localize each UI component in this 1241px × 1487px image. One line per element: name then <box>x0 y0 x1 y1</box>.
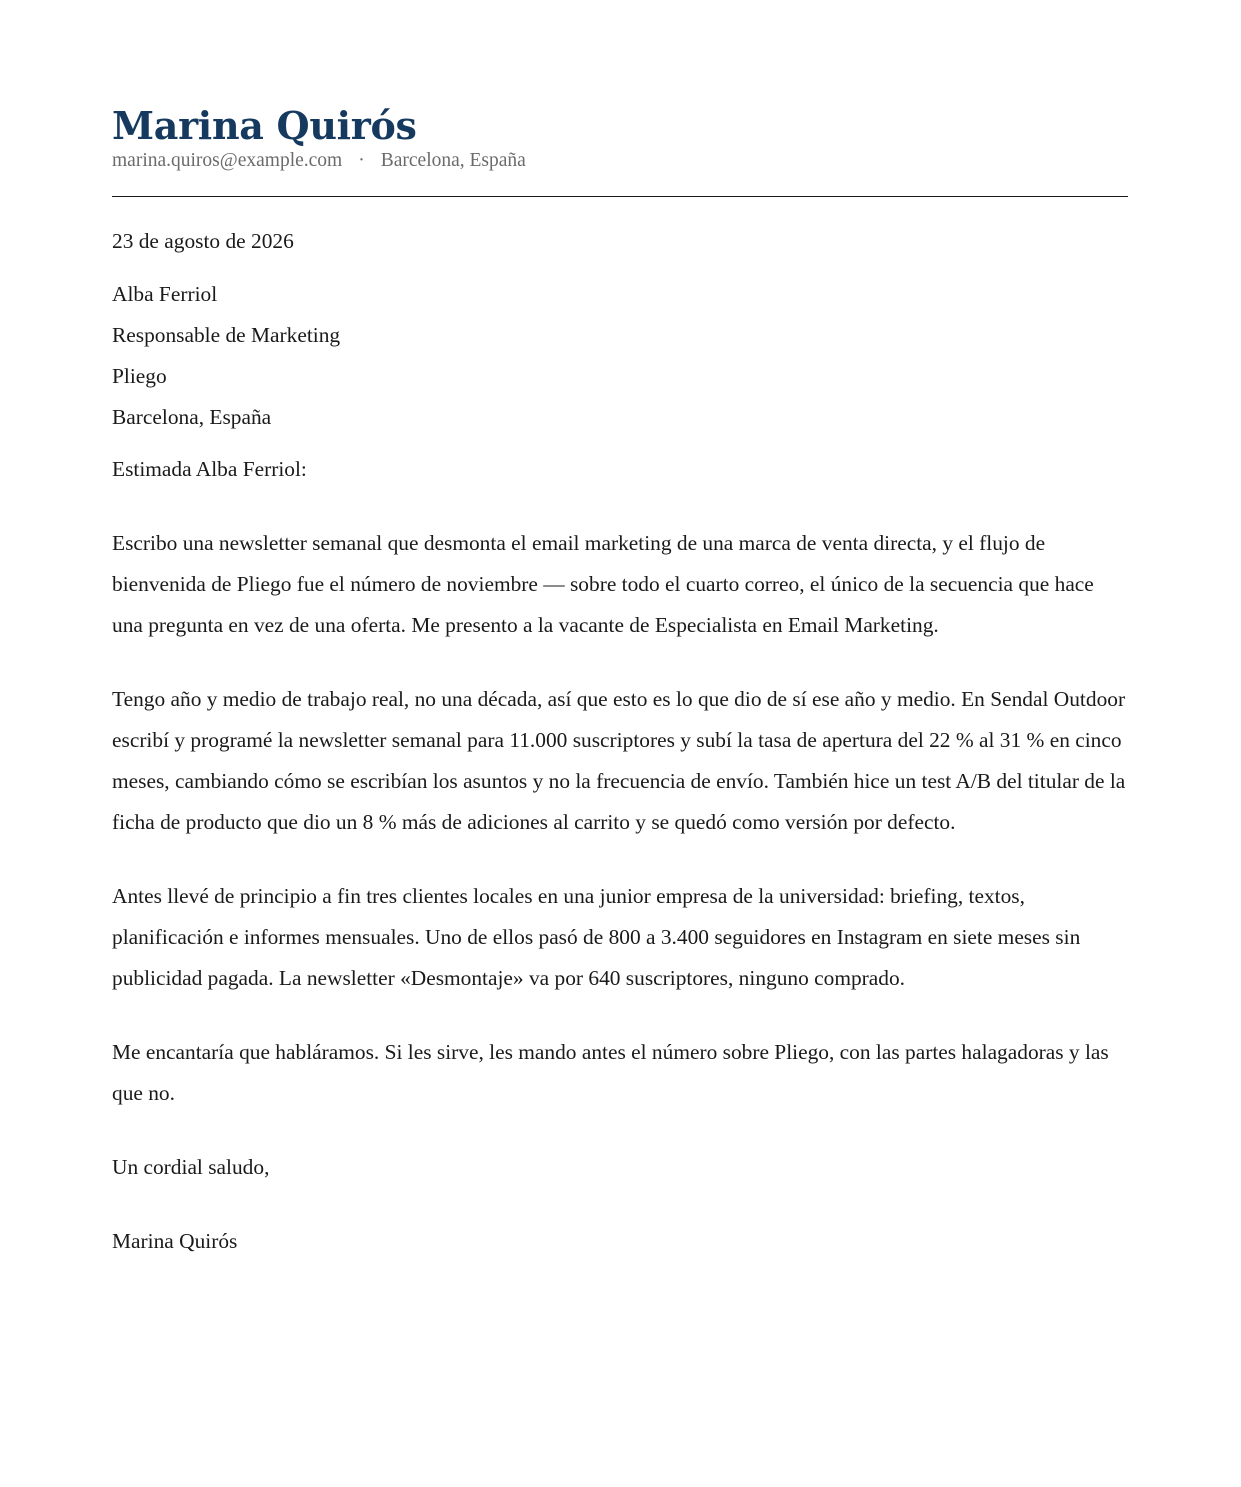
sender-location: Barcelona, España <box>380 150 526 171</box>
sender-name: Marina Quirós <box>112 103 417 148</box>
recipient-title: Responsable de Marketing <box>112 323 341 347</box>
recipient-company: Pliego <box>112 364 167 388</box>
contact-line <box>112 149 1128 173</box>
sender-email: marina.quiros@example.com <box>112 150 343 171</box>
body-paragraph: Me encantaría que habláramos. Si les sirve, les mando antes el número sobre Pliego, con las partes halagadoras y las que no. <box>112 1040 1109 1105</box>
recipient-block <box>112 274 1128 438</box>
recipient-location: Barcelona, España <box>112 405 272 429</box>
letter-date: 23 de agosto de 2026 <box>112 229 294 253</box>
body-paragraph: Escribo una newsletter semanal que desmonta el email marketing de una marca de venta directa, y el flujo de bienvenida de Pliego fue el número de noviembre — sobre todo el cuarto correo, el único de la secuencia que hace una pregunta en vez de una oferta. Me presento a la vacante de Especialista en Email Marketing. <box>112 531 1094 637</box>
salutation: Estimada Alba Ferriol: <box>112 457 307 481</box>
header-divider <box>112 196 1128 197</box>
recipient-name: Alba Ferriol <box>112 282 218 306</box>
letter-header <box>112 104 1128 197</box>
closing: Un cordial saludo, <box>112 1155 270 1179</box>
contact-separator: · <box>358 150 365 171</box>
signature: Marina Quirós <box>112 1229 238 1253</box>
cover-letter-page <box>112 104 1128 1262</box>
body-paragraph: Antes llevé de principio a fin tres clientes locales en una junior empresa de la universidad: briefing, textos, planificación e informes mensuales. Uno de ellos pasó de 800 a 3.400 seguidores en Instagram en siete meses sin publicidad pagada. La newsletter «Desmontaje» va por 640 suscriptores, ninguno comprado. <box>112 884 1081 990</box>
body-paragraph: Tengo año y medio de trabajo real, no una década, así que esto es lo que dio de sí ese año y medio. En Sendal Outdoor escribí y programé la newsletter semanal para 11.000 suscriptores y subí la tasa de apertura del 22 % al 31 % en cinco meses, cambiando cómo se escribían los asuntos y no la frecuencia de envío. También hice un test A/B del titular de la ficha de producto que dio un 8 % más de adiciones al carrito y se quedó como versión por defecto. <box>112 687 1126 834</box>
